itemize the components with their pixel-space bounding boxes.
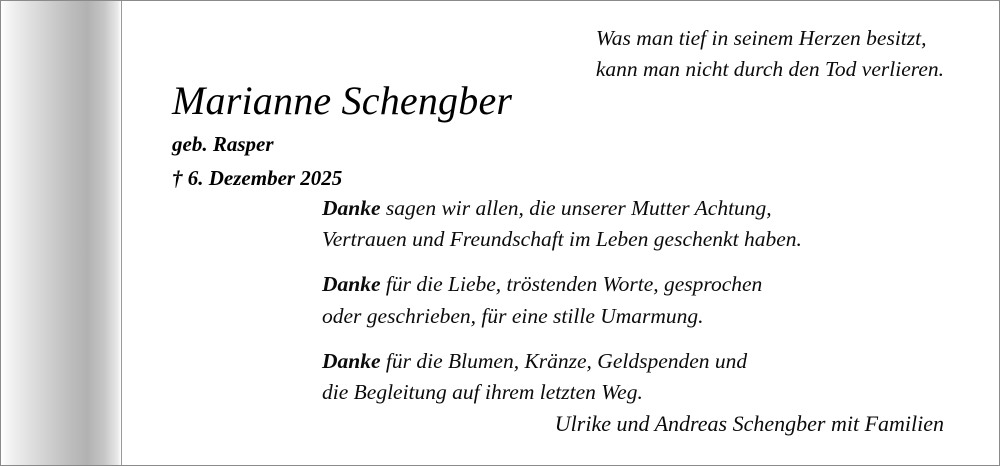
deceased-name: Marianne Schengber	[172, 78, 513, 123]
thanks-lead-word: Danke	[322, 272, 381, 297]
death-date: † 6. Dezember 2025	[172, 166, 343, 191]
thanks-text: für die Blumen, Kränze, Geldspenden und	[380, 348, 748, 373]
thanks-lead-word: Danke	[322, 348, 381, 373]
motto-line-2: kann man nicht durch den Tod verlieren.	[595, 56, 944, 81]
motto-line-1: Was man tief in seinem Herzen besitzt,	[595, 26, 927, 50]
notice-content	[122, 1, 999, 465]
thanks-paragraph	[322, 346, 1000, 408]
thanks-text-line-2: oder geschrieben, für eine stille Umarmung.	[322, 303, 704, 328]
birth-name: geb. Rasper	[172, 132, 274, 156]
thanks-section	[322, 193, 1000, 408]
thanks-text-line-2: Vertrauen und Freundschaft im Leben geschenkt haben.	[322, 227, 802, 252]
thanks-text-line-2: die Begleitung auf ihrem letzten Weg.	[322, 379, 643, 404]
motto-quote	[596, 23, 944, 84]
name-block	[172, 79, 512, 191]
thanks-lead-word: Danke	[322, 196, 381, 220]
thanks-text: für die Liebe, tröstenden Worte, gesprochen	[380, 272, 763, 297]
thanks-paragraph	[322, 193, 1000, 255]
decorative-gradient-band	[1, 1, 121, 466]
thanks-text: sagen wir allen, die unserer Mutter Achtung,	[380, 196, 772, 220]
thanks-paragraph	[322, 269, 1000, 331]
signature-line: Ulrike und Andreas Schengber mit Familien	[554, 411, 944, 436]
